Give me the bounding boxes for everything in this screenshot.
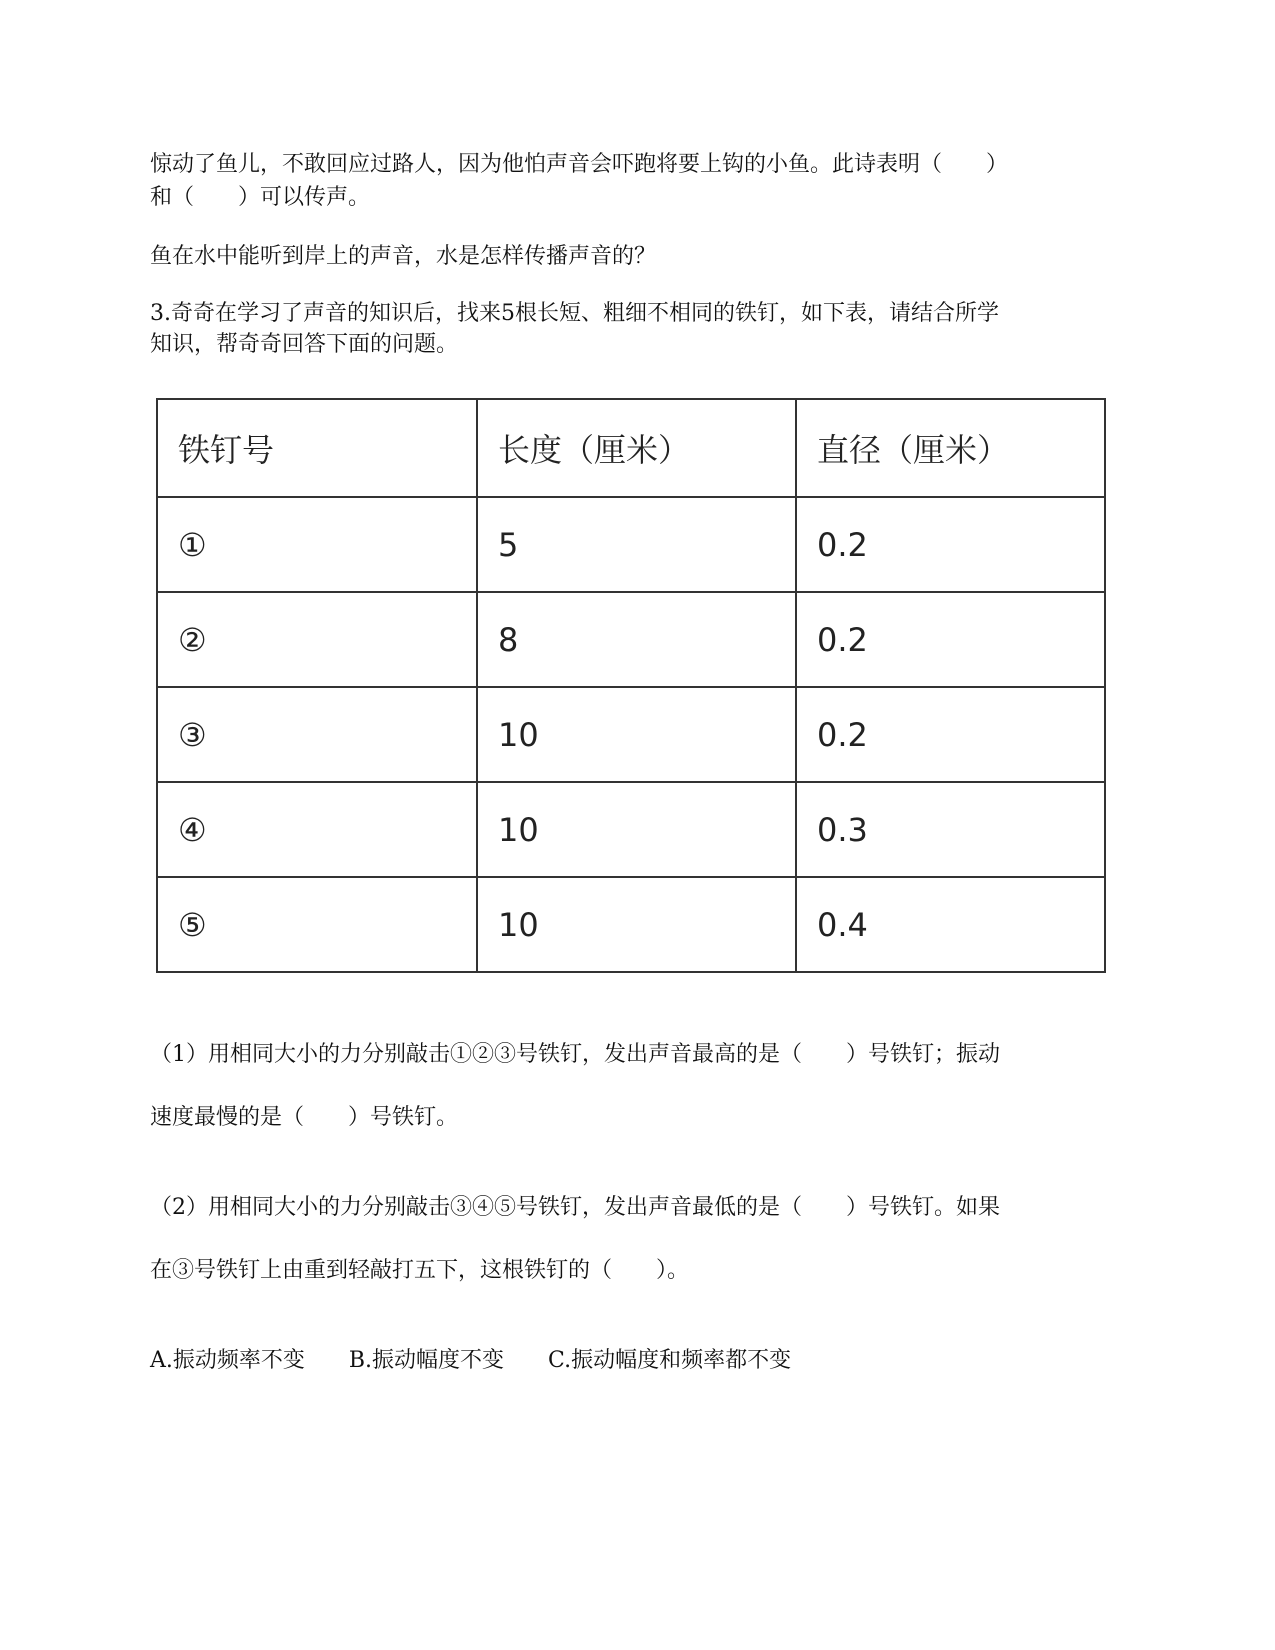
cell-nail-number: ① bbox=[157, 497, 477, 592]
header-length: 长度（厘米） bbox=[477, 399, 796, 497]
cell-diameter: 0.2 bbox=[796, 497, 1105, 592]
header-diameter: 直径（厘米） bbox=[796, 399, 1105, 497]
nail-table bbox=[156, 398, 1106, 973]
sub-question-1-line-1: （1）用相同大小的力分别敲击①②③号铁钉，发出声音最高的是（ ）号铁钉；振动 bbox=[150, 1042, 1000, 1067]
cell-length: 10 bbox=[477, 782, 796, 877]
table-row bbox=[157, 497, 1105, 592]
cell-diameter: 0.3 bbox=[796, 782, 1105, 877]
q3-intro-line-2: 知识，帮奇奇回答下面的问题。 bbox=[150, 332, 459, 357]
cell-nail-number: ⑤ bbox=[157, 877, 477, 972]
table-header-row bbox=[157, 399, 1105, 497]
table-row bbox=[157, 687, 1105, 782]
cell-length: 10 bbox=[477, 687, 796, 782]
answer-options: A.振动频率不变 B.振动幅度不变 C.振动幅度和频率都不变 bbox=[150, 1348, 792, 1373]
table-row bbox=[157, 877, 1105, 972]
q3-intro-line-1: 3.奇奇在学习了声音的知识后，找来5根长短、粗细不相同的铁钉，如下表，请结合所学 bbox=[150, 301, 999, 326]
cell-length: 8 bbox=[477, 592, 796, 687]
cell-nail-number: ③ bbox=[157, 687, 477, 782]
table-row bbox=[157, 592, 1105, 687]
passage-line-2: 和（ ）可以传声。 bbox=[150, 185, 371, 210]
cell-nail-number: ② bbox=[157, 592, 477, 687]
cell-diameter: 0.2 bbox=[796, 687, 1105, 782]
sub-question-2-line-1: （2）用相同大小的力分别敲击③④⑤号铁钉，发出声音最低的是（ ）号铁钉。如果 bbox=[150, 1195, 1000, 1220]
passage-line-1: 惊动了鱼儿，不敢回应过路人，因为他怕声音会吓跑将要上钩的小鱼。此诗表明（ ） bbox=[150, 152, 1009, 177]
cell-diameter: 0.4 bbox=[796, 877, 1105, 972]
table-row bbox=[157, 782, 1105, 877]
cell-nail-number: ④ bbox=[157, 782, 477, 877]
cell-length: 5 bbox=[477, 497, 796, 592]
header-nail-number: 铁钉号 bbox=[157, 399, 477, 497]
cell-length: 10 bbox=[477, 877, 796, 972]
cell-diameter: 0.2 bbox=[796, 592, 1105, 687]
question-water-sound: 鱼在水中能听到岸上的声音，水是怎样传播声音的？ bbox=[150, 244, 657, 269]
sub-question-1-line-2: 速度最慢的是（ ）号铁钉。 bbox=[150, 1105, 459, 1130]
sub-question-2-line-2: 在③号铁钉上由重到轻敲打五下，这根铁钉的（ ）。 bbox=[150, 1258, 690, 1283]
